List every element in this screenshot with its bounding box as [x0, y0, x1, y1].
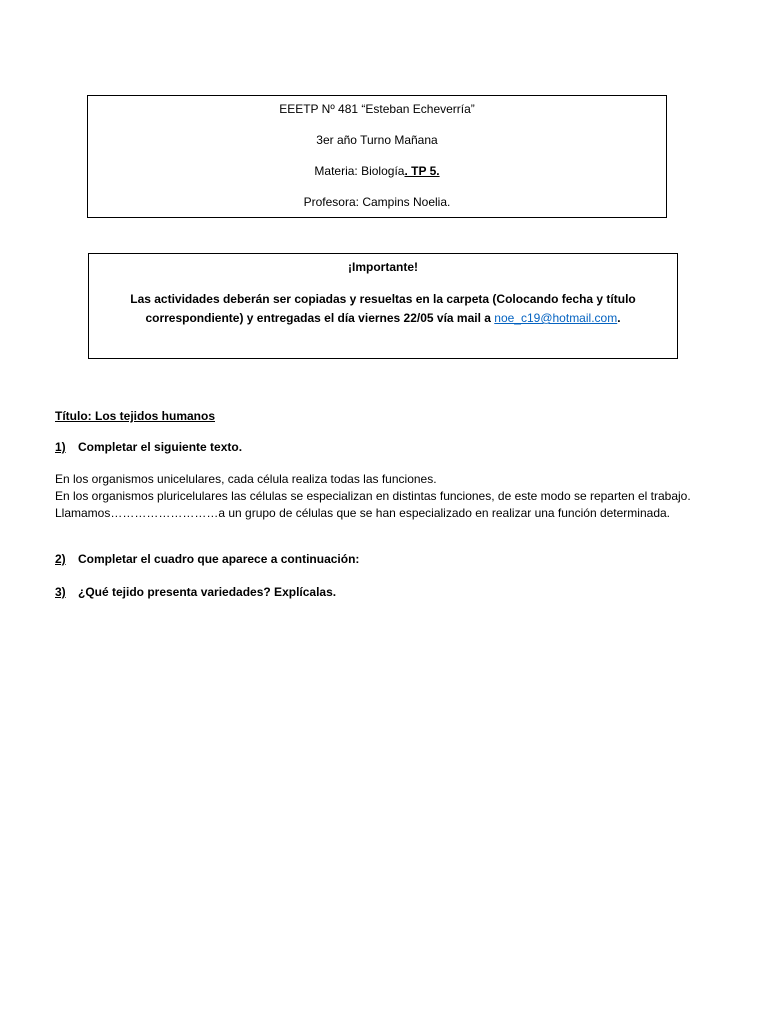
question-1-paragraph — [55, 471, 755, 522]
paragraph-line: Llamamos………………………a un grupo de células que se han especializado en realizar una función determinada. — [55, 506, 670, 520]
subject-line — [88, 164, 666, 178]
header-box — [87, 95, 667, 218]
notice-box — [88, 253, 678, 359]
question-text: Completar el siguiente texto. — [78, 440, 243, 454]
paragraph-line: En los organismos pluricelulares las células se especializan en distintas funciones, de este modo se reparten el trabajo. — [55, 489, 691, 503]
question-text: Completar el cuadro que aparece a continuación: — [78, 552, 360, 566]
course-info: 3er año Turno Mañana — [316, 133, 438, 147]
notice-body — [109, 290, 657, 328]
question-1 — [55, 440, 242, 455]
notice-end: . — [617, 311, 621, 325]
question-3 — [55, 585, 336, 600]
question-number: 3) — [55, 585, 66, 599]
question-number: 1) — [55, 440, 66, 454]
paragraph-line: En los organismos unicelulares, cada célula realiza todas las funciones. — [55, 472, 437, 486]
school-name: EEETP Nº 481 “Esteban Echeverría” — [279, 102, 475, 116]
notice-text: Las actividades deberán ser copiadas y resueltas en la carpeta (Colocando fecha y título correspondiente) y entregadas el día viernes 22/05 vía mail a — [130, 292, 636, 325]
teacher-name: Profesora: Campins Noelia. — [303, 195, 451, 209]
notice-heading: ¡Importante! — [348, 260, 418, 274]
question-text: ¿Qué tejido presenta variedades? Explícalas. — [78, 585, 337, 599]
question-number: 2) — [55, 552, 66, 566]
email-link[interactable]: noe_c19@hotmail.com — [494, 311, 618, 325]
question-2 — [55, 552, 359, 567]
subject-label: Materia: Biología — [314, 164, 405, 178]
tp-number: . TP 5. — [404, 164, 440, 178]
document-title: Título: Los tejidos humanos — [55, 409, 215, 423]
